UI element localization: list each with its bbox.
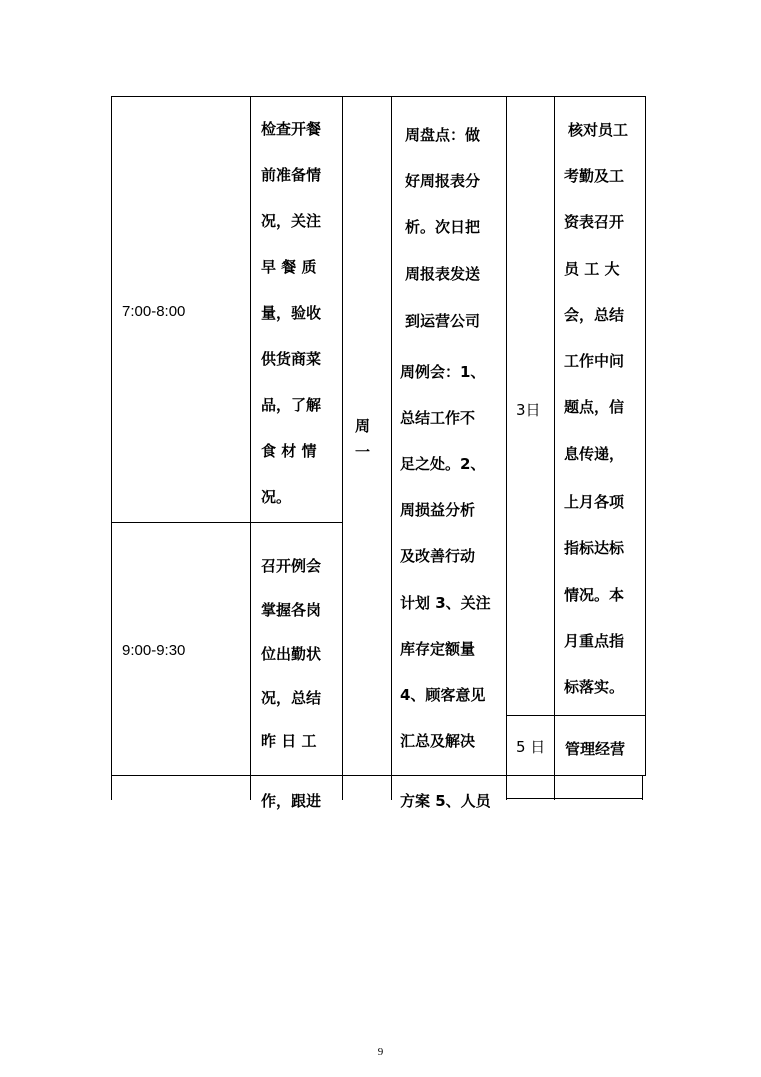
weekly-task-line: 析。次日把	[405, 218, 481, 236]
daily-task-line: 早 餐 质	[261, 258, 317, 276]
daily-task-line: 量，验收	[261, 304, 322, 322]
monthly-task-line: 上月各项	[564, 493, 625, 511]
monthly-task-line: 题点，信	[564, 398, 625, 416]
weekly-task-line: 周例会：1、	[400, 363, 486, 381]
page-number: 9	[377, 1046, 384, 1058]
monthly-task-line: 考勤及工	[564, 167, 625, 185]
month-day-cell: 5 日	[516, 738, 546, 756]
weekly-task-line: 周盘点：做	[405, 126, 481, 144]
monthly-task-line: 资表召开	[564, 213, 625, 231]
col-border-7-lower	[642, 775, 643, 800]
monthly-task-line: 标落实。	[564, 678, 625, 696]
weekly-task-line: 汇总及解决	[400, 732, 476, 750]
daily-task-line: 位出勤状	[261, 645, 322, 663]
table-top-border	[111, 96, 646, 97]
clipped-partial-text: 作，跟进	[261, 792, 322, 810]
daily-task-line: 食 材 情	[261, 442, 317, 460]
daily-task-line: 掌握各岗	[261, 601, 322, 619]
daily-task-line: 况，关注	[261, 212, 322, 230]
weekly-task-line: 好周报表分	[405, 172, 481, 190]
col-border-1	[111, 96, 112, 800]
monthly-task-line: 指标达标	[564, 539, 625, 557]
weekly-task-line: 总结工作不	[400, 409, 476, 427]
daily-task-line: 召开例会	[261, 557, 322, 575]
month-cells-bottom	[506, 798, 643, 799]
monthly-task-line: 会，总结	[564, 306, 625, 324]
weekly-task-line: 4、顾客意见	[400, 686, 486, 704]
col-border-5	[506, 96, 507, 800]
daily-task-line: 品，了解	[261, 396, 322, 414]
monthly-task-line: 核对员工	[568, 121, 629, 139]
month-day-cell: 3日	[516, 401, 541, 419]
col-border-2	[250, 96, 251, 800]
weekly-task-line: 周报表发送	[405, 265, 481, 283]
monthly-task-line: 员 工 大	[564, 260, 620, 278]
weekday-label: 一	[355, 443, 371, 461]
time-cell-row2: 9:00-9:30	[122, 642, 186, 659]
monthly-task-line: 息传递，	[564, 445, 625, 463]
weekly-task-line: 库存定额量	[400, 640, 476, 658]
monthly-task-line: 工作中问	[564, 352, 625, 370]
col-border-6	[554, 96, 555, 800]
weekly-task-line: 及改善行动	[400, 547, 476, 565]
table-page-bottom-border	[111, 775, 646, 776]
monthly-task-line: 管理经营	[565, 740, 626, 758]
monthly-task-line: 月重点指	[564, 632, 625, 650]
daily-task-line: 况，总结	[261, 689, 322, 707]
weekly-task-line: 计划 3、关注	[400, 594, 491, 612]
weekday-label: 周	[355, 417, 371, 435]
col-border-3	[342, 96, 343, 800]
clipped-partial-text: 方案 5、人员	[400, 792, 491, 810]
row-divider-1	[111, 522, 343, 523]
weekly-task-line: 足之处。2、	[400, 455, 486, 473]
daily-task-line: 昨 日 工	[261, 732, 317, 750]
col-border-7	[645, 96, 646, 776]
time-cell-row1: 7:00-8:00	[122, 303, 186, 320]
weekly-task-line: 周损益分析	[400, 501, 476, 519]
daily-task-line: 供货商菜	[261, 350, 322, 368]
monthly-row-divider	[506, 715, 646, 716]
monthly-task-line: 情况。本	[564, 586, 625, 604]
col-border-4	[391, 96, 392, 800]
daily-task-line: 检查开餐	[261, 120, 322, 138]
daily-task-line: 况。	[261, 488, 292, 506]
weekly-task-line: 到运营公司	[405, 312, 481, 330]
daily-task-line: 前准备情	[261, 166, 322, 184]
